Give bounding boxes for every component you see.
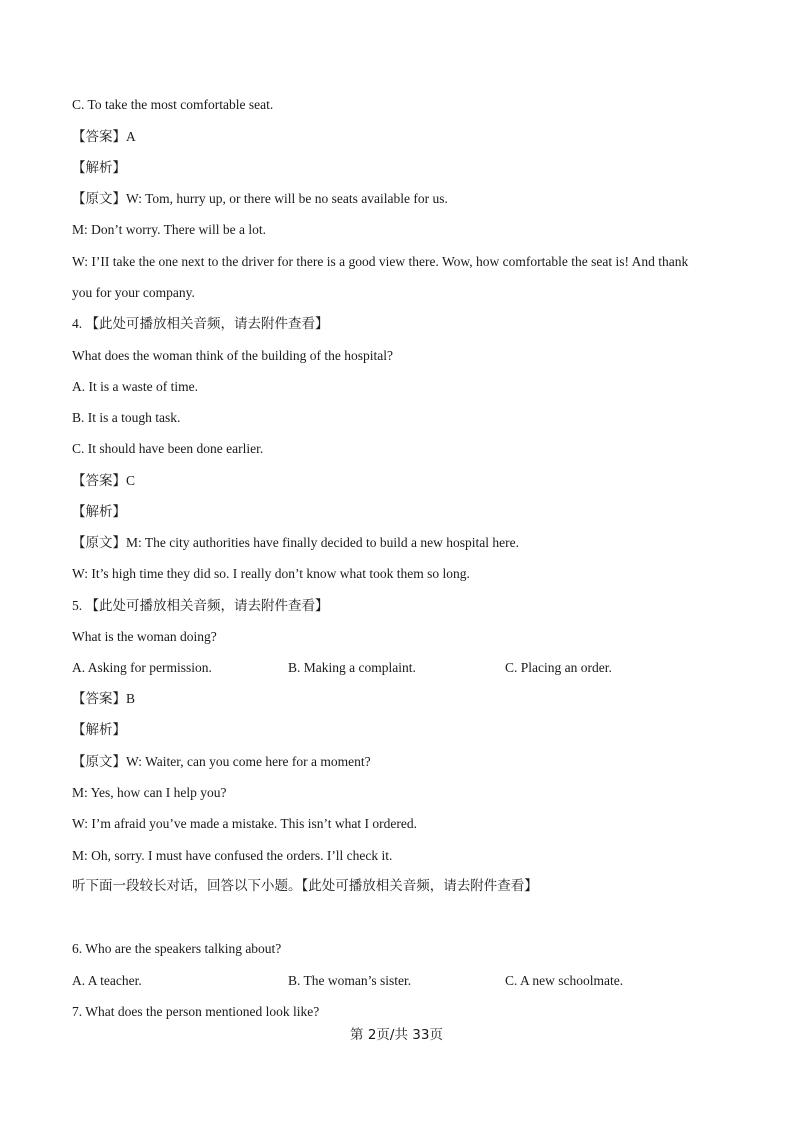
question-5-header <box>72 597 329 615</box>
transcript-text: W: Waiter, can you come here for a moment? <box>126 754 371 769</box>
answer-q4 <box>72 472 135 490</box>
options-q5 <box>72 659 722 677</box>
option-c-q3: C. To take the most comfortable seat. <box>72 97 274 112</box>
answer-value: B <box>126 691 136 706</box>
transcript-line: M: Don’t worry. There will be a lot. <box>72 222 266 237</box>
option-a-q5: A. Asking for permission. <box>72 660 212 675</box>
answer-value: A <box>126 129 136 144</box>
transcript-text: M: The city authorities have finally decided to build a new hospital here. <box>126 535 520 550</box>
analysis-tag-q4: 【解析】 <box>72 504 126 520</box>
audio-attachment-link[interactable]: 【此处可播放相关音频，请去附件查看】 <box>85 598 329 614</box>
answer-value: C <box>126 473 136 488</box>
section-instruction: 听下面一段较长对话，回答以下小题。【此处可播放相关音频，请去附件查看】 <box>72 878 538 894</box>
option-c-q4: C. It should have been done earlier. <box>72 441 264 456</box>
audio-attachment-link[interactable]: 【此处可播放相关音频，请去附件查看】 <box>85 316 329 332</box>
transcript-line: M: Oh, sorry. I must have confused the orders. I’ll check it. <box>72 848 393 863</box>
analysis-tag-q5: 【解析】 <box>72 722 126 738</box>
answer-tag: 【答案】 <box>72 691 126 707</box>
answer-q5 <box>72 690 135 708</box>
question-7-text: 7. What does the person mentioned look like? <box>72 1004 320 1019</box>
transcript-tag: 【原文】 <box>72 191 126 207</box>
option-a-q4: A. It is a waste of time. <box>72 379 198 394</box>
answer-tag: 【答案】 <box>72 473 126 489</box>
question-5-text: What is the woman doing? <box>72 629 217 644</box>
question-6-text: 6. Who are the speakers talking about? <box>72 941 282 956</box>
transcript-line <box>72 534 519 552</box>
question-4-header <box>72 315 329 333</box>
transcript-line: W: It’s high time they did so. I really don’t know what took them so long. <box>72 566 470 581</box>
transcript-line <box>72 190 448 208</box>
option-b-q6: B. The woman’s sister. <box>288 973 412 988</box>
transcript-line: W: I’II take the one next to the driver for there is a good view there. Wow, how comfortable the seat is! And thank <box>72 254 689 269</box>
analysis-tag-q3: 【解析】 <box>72 160 126 176</box>
transcript-line: W: I’m afraid you’ve made a mistake. This isn’t what I ordered. <box>72 816 418 831</box>
answer-q3 <box>72 128 136 146</box>
option-c-q5: C. Placing an order. <box>505 660 612 675</box>
transcript-tag: 【原文】 <box>72 535 126 551</box>
transcript-line: you for your company. <box>72 285 195 300</box>
page-footer: 第 2页/共 33页 <box>350 1027 443 1043</box>
option-b-q5: B. Making a complaint. <box>288 660 416 675</box>
answer-tag: 【答案】 <box>72 129 126 145</box>
option-c-q6: C. A new schoolmate. <box>505 973 624 988</box>
question-number: 4. <box>72 316 83 331</box>
question-number: 5. <box>72 598 83 613</box>
options-q6 <box>72 972 722 990</box>
transcript-line <box>72 753 371 771</box>
question-4-text: What does the woman think of the building of the hospital? <box>72 348 393 363</box>
option-b-q4: B. It is a tough task. <box>72 410 181 425</box>
transcript-text: W: Tom, hurry up, or there will be no seats available for us. <box>126 191 448 206</box>
transcript-tag: 【原文】 <box>72 754 126 770</box>
option-a-q6: A. A teacher. <box>72 973 142 988</box>
transcript-line: M: Yes, how can I help you? <box>72 785 227 800</box>
